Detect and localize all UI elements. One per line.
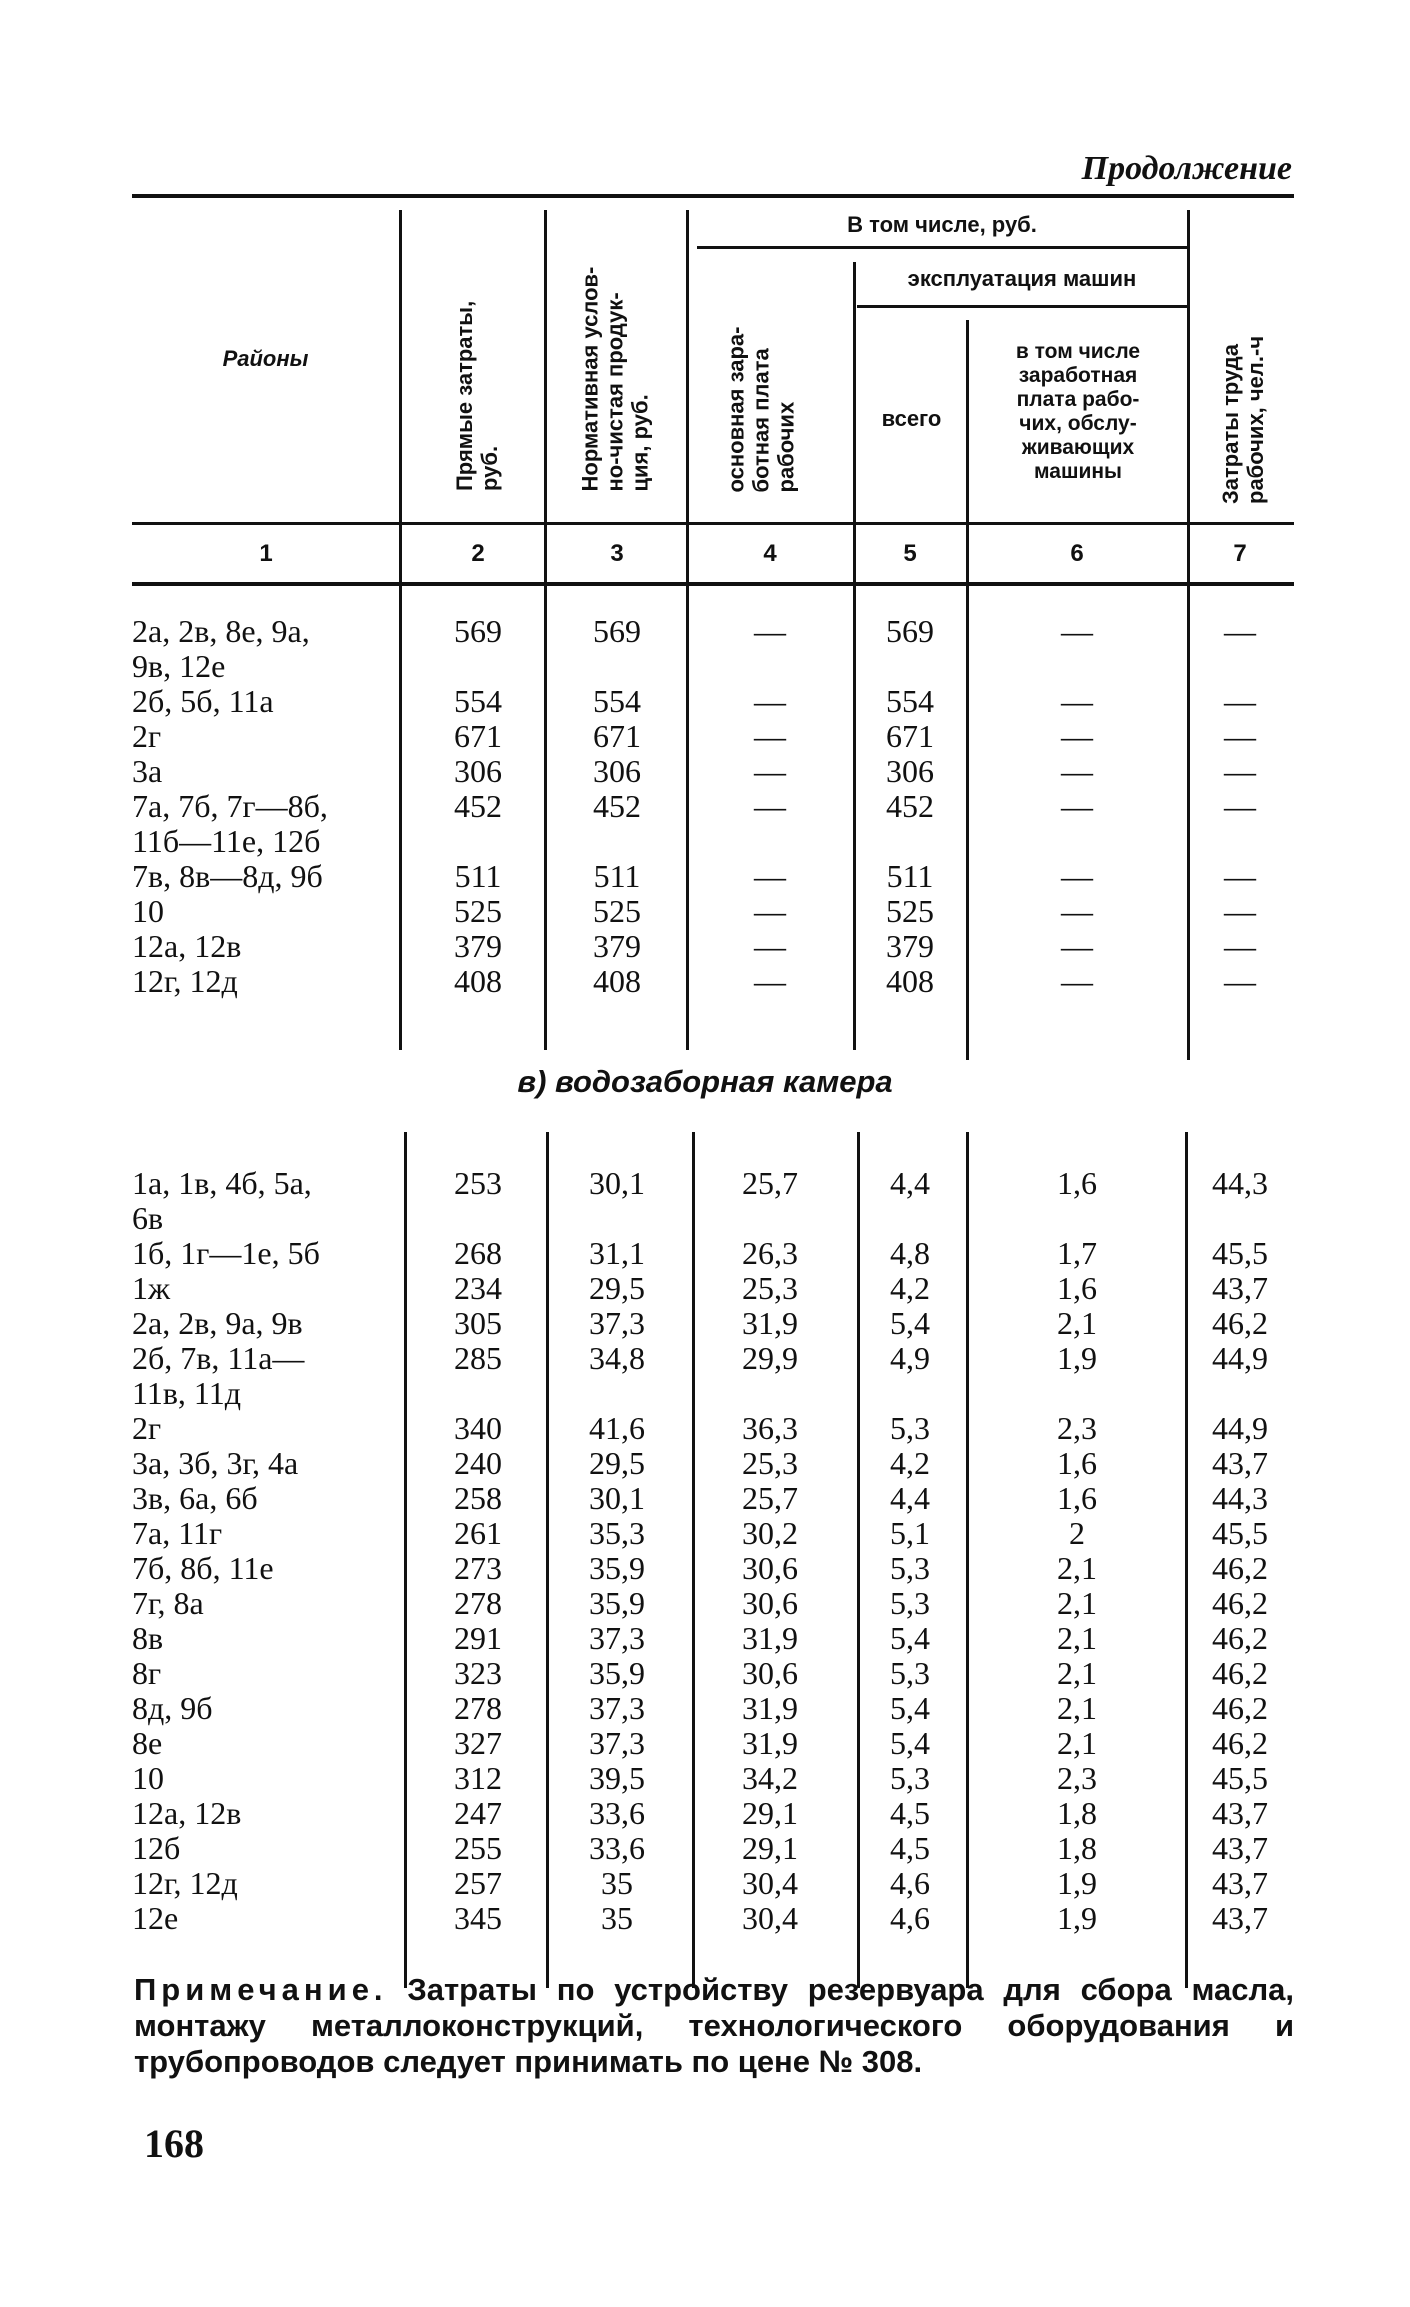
cell-col-3: 525 [593, 893, 641, 929]
cell-col-2: 273 [454, 1550, 502, 1586]
cell-col-2: 306 [454, 753, 502, 789]
cell-col-6: — [1061, 928, 1093, 964]
cell-col-4: — [754, 928, 786, 964]
cell-col-2: 671 [454, 718, 502, 754]
cell-col-5: 5,4 [890, 1690, 930, 1726]
continued-label: Продолжение [1081, 150, 1292, 187]
cell-col-2: 345 [454, 1900, 502, 1936]
cell-col-7: 45,5 [1212, 1515, 1268, 1551]
row-district: 2б, 7в, 11а— 11в, 11д [132, 1340, 305, 1411]
cell-col-2: 452 [454, 788, 502, 824]
cell-col-4: 25,3 [742, 1270, 798, 1306]
cell-col-6: — [1061, 788, 1093, 824]
cell-col-4: 31,9 [742, 1305, 798, 1341]
cell-col-3: 37,3 [589, 1690, 645, 1726]
cell-col-4: 26,3 [742, 1235, 798, 1271]
cell-col-5: 4,4 [890, 1480, 930, 1516]
cell-col-7: 44,3 [1212, 1165, 1268, 1201]
header-base-wage: основная зара- ботная плата рабочих [723, 326, 799, 493]
cell-col-6: 2,1 [1057, 1655, 1097, 1691]
cell-col-7: — [1224, 788, 1256, 824]
row-district: 3а [132, 753, 163, 789]
footnote-text: Затраты по устройству резервуара для сбора масла, монтажу металлоконструкций, технологического оборудования и трубопроводов следует принимать по цене № 308. [134, 1972, 1294, 2079]
row-district: 2г [132, 1410, 162, 1446]
cell-col-4: 30,4 [742, 1865, 798, 1901]
cell-col-3: 33,6 [589, 1795, 645, 1831]
cell-col-3: 41,6 [589, 1410, 645, 1446]
cell-col-7: 45,5 [1212, 1760, 1268, 1796]
cell-col-3: 35,9 [589, 1550, 645, 1586]
cell-col-7: 46,2 [1212, 1620, 1268, 1656]
row-district: 1ж [132, 1270, 171, 1306]
row-district: 8в [132, 1620, 164, 1656]
cell-col-4: 30,6 [742, 1655, 798, 1691]
header-total: всего [881, 406, 942, 431]
cell-col-2: 247 [454, 1795, 502, 1831]
cell-col-6: — [1061, 718, 1093, 754]
cell-col-2: 312 [454, 1760, 502, 1796]
cell-col-3: 37,3 [589, 1620, 645, 1656]
cell-col-2: 525 [454, 893, 502, 929]
cell-col-5: 4,6 [890, 1865, 930, 1901]
cell-col-2: 240 [454, 1445, 502, 1481]
cell-col-6: 1,6 [1057, 1445, 1097, 1481]
numbers-bottom-rule [132, 582, 1294, 586]
subhead-rule-including [697, 246, 1187, 249]
cell-col-5: 5,4 [890, 1305, 930, 1341]
cell-col-2: 234 [454, 1270, 502, 1306]
cell-col-6: — [1061, 893, 1093, 929]
cell-col-5: 5,1 [890, 1515, 930, 1551]
cell-col-3: 37,3 [589, 1725, 645, 1761]
footnote [134, 1972, 1294, 2080]
cell-col-7: 44,9 [1212, 1340, 1268, 1376]
cell-col-7: — [1224, 718, 1256, 754]
cell-col-3: 33,6 [589, 1830, 645, 1866]
cell-col-4: 31,9 [742, 1620, 798, 1656]
header-direct-costs: Прямые затраты, руб. [452, 300, 502, 491]
cell-col-6: 1,6 [1057, 1270, 1097, 1306]
cell-col-5: 4,5 [890, 1795, 930, 1831]
row-district: 8г [132, 1655, 162, 1691]
row-district: 12г, 12д [132, 963, 238, 999]
cell-col-2: 379 [454, 928, 502, 964]
cell-col-3: 30,1 [589, 1480, 645, 1516]
row-district: 8д, 9б [132, 1690, 213, 1726]
cell-col-3: 554 [593, 683, 641, 719]
row-district: 7а, 7б, 7г—8б, 11б—11е, 12б [132, 788, 328, 859]
cell-col-6: 2,3 [1057, 1760, 1097, 1796]
cell-col-6: 2,1 [1057, 1725, 1097, 1761]
cell-col-2: 257 [454, 1865, 502, 1901]
cell-col-6: 1,8 [1057, 1795, 1097, 1831]
row-district: 10 [132, 1760, 164, 1796]
cell-col-4: 30,6 [742, 1550, 798, 1586]
column-number-6: 6 [1070, 540, 1084, 567]
cell-col-4: — [754, 788, 786, 824]
cell-col-6: — [1061, 963, 1093, 999]
cell-col-3: 37,3 [589, 1305, 645, 1341]
cell-col-7: 45,5 [1212, 1235, 1268, 1271]
cell-col-6: 2,3 [1057, 1410, 1097, 1446]
header-including: В том числе, руб. [847, 212, 1037, 237]
cell-col-7: 46,2 [1212, 1725, 1268, 1761]
cell-col-4: 29,1 [742, 1830, 798, 1866]
row-district: 7в, 8в—8д, 9б [132, 858, 323, 894]
cell-col-2: 261 [454, 1515, 502, 1551]
cell-col-7: — [1224, 893, 1256, 929]
cell-col-6: 1,6 [1057, 1480, 1097, 1516]
cell-col-4: 25,7 [742, 1480, 798, 1516]
cell-col-7: — [1224, 963, 1256, 999]
cell-col-5: 5,3 [890, 1410, 930, 1446]
cell-col-7: 46,2 [1212, 1690, 1268, 1726]
cell-col-4: 36,3 [742, 1410, 798, 1446]
cell-col-5: 5,3 [890, 1655, 930, 1691]
cell-col-4: 30,4 [742, 1900, 798, 1936]
row-district: 8е [132, 1725, 163, 1761]
cell-col-7: 43,7 [1212, 1865, 1268, 1901]
cell-col-3: 30,1 [589, 1165, 645, 1201]
cell-col-3: 29,5 [589, 1270, 645, 1306]
cell-col-7: — [1224, 683, 1256, 719]
cell-col-2: 291 [454, 1620, 502, 1656]
column-number-7: 7 [1233, 540, 1247, 567]
cell-col-7: 46,2 [1212, 1550, 1268, 1586]
row-district: 2б, 5б, 11а [132, 683, 274, 719]
cell-col-7: — [1224, 858, 1256, 894]
cell-col-6: 2,1 [1057, 1585, 1097, 1621]
cell-col-2: 554 [454, 683, 502, 719]
cell-col-4: 34,2 [742, 1760, 798, 1796]
col-rule-1-b [404, 1132, 407, 1988]
cell-col-2: 408 [454, 963, 502, 999]
row-district: 12е [132, 1900, 179, 1936]
cell-col-2: 323 [454, 1655, 502, 1691]
cell-col-4: 29,1 [742, 1795, 798, 1831]
cell-col-4: 30,6 [742, 1585, 798, 1621]
cell-col-4: — [754, 683, 786, 719]
cell-col-6: — [1061, 683, 1093, 719]
cell-col-2: 255 [454, 1830, 502, 1866]
cell-col-3: 35,9 [589, 1655, 645, 1691]
cell-col-5: 554 [886, 683, 934, 719]
cell-col-6: 1,7 [1057, 1235, 1097, 1271]
row-district: 12а, 12в [132, 1795, 242, 1831]
col-rule-5-b [966, 1132, 969, 1988]
cell-col-4: 25,7 [742, 1165, 798, 1201]
cell-col-4: — [754, 893, 786, 929]
page-number: 168 [144, 2121, 204, 2166]
row-district: 7а, 11г [132, 1515, 223, 1551]
column-number-2: 2 [471, 540, 485, 567]
cell-col-7: 44,9 [1212, 1410, 1268, 1446]
cell-col-4: 29,9 [742, 1340, 798, 1376]
cell-col-3: 671 [593, 718, 641, 754]
cell-col-6: 1,9 [1057, 1340, 1097, 1376]
cell-col-5: 4,6 [890, 1900, 930, 1936]
cell-col-5: 5,3 [890, 1585, 930, 1621]
cell-col-7: 43,7 [1212, 1830, 1268, 1866]
column-number-1: 1 [259, 540, 273, 567]
cell-col-7: 46,2 [1212, 1305, 1268, 1341]
cell-col-3: 35 [601, 1900, 633, 1936]
cell-col-2: 278 [454, 1585, 502, 1621]
footnote-lead: Примечание. [134, 1972, 388, 2007]
cell-col-3: 452 [593, 788, 641, 824]
cell-col-6: 1,8 [1057, 1830, 1097, 1866]
cell-col-5: 408 [886, 963, 934, 999]
column-number-4: 4 [763, 540, 777, 567]
row-district: 10 [132, 893, 164, 929]
cell-col-5: 379 [886, 928, 934, 964]
cell-col-2: 511 [454, 858, 502, 894]
cell-col-6: 2,1 [1057, 1550, 1097, 1586]
cell-col-7: — [1224, 753, 1256, 789]
cell-col-7: — [1224, 613, 1256, 649]
header-incl-wage: в том числе заработная плата рабо- чих, обслу- живающих машины [1015, 340, 1141, 483]
cell-col-2: 569 [454, 613, 502, 649]
cell-col-3: 39,5 [589, 1760, 645, 1796]
cell-col-7: 46,2 [1212, 1655, 1268, 1691]
cell-col-7: 46,2 [1212, 1585, 1268, 1621]
cell-col-7: — [1224, 928, 1256, 964]
cell-col-2: 340 [454, 1410, 502, 1446]
header-normative-net: Нормативная услов- но-чистая продук- ция, руб. [577, 266, 653, 492]
cell-col-5: 4,2 [890, 1445, 930, 1481]
row-district: 2а, 2в, 9а, 9в [132, 1305, 303, 1341]
cell-col-3: 31,1 [589, 1235, 645, 1271]
cell-col-5: 671 [886, 718, 934, 754]
cell-col-4: 30,2 [742, 1515, 798, 1551]
cell-col-6: 2 [1069, 1515, 1085, 1551]
section-title: в) водозаборная камера [517, 1064, 893, 1099]
subhead-rule-machines [857, 305, 1187, 308]
row-district: 7б, 8б, 11е [132, 1550, 274, 1586]
row-district: 7г, 8а [132, 1585, 204, 1621]
row-district: 12б [132, 1830, 181, 1866]
cell-col-5: 4,8 [890, 1235, 930, 1271]
cell-col-6: 2,1 [1057, 1690, 1097, 1726]
cell-col-2: 268 [454, 1235, 502, 1271]
column-number-3: 3 [610, 540, 624, 567]
cell-col-3: 35,9 [589, 1585, 645, 1621]
header-districts: Районы [222, 346, 309, 371]
cell-col-5: 4,2 [890, 1270, 930, 1306]
row-district: 2а, 2в, 8е, 9а, 9в, 12е [132, 613, 310, 684]
cell-col-7: 43,7 [1212, 1900, 1268, 1936]
cell-col-5: 5,3 [890, 1760, 930, 1796]
cell-col-5: 306 [886, 753, 934, 789]
cell-col-6: — [1061, 753, 1093, 789]
cell-col-4: — [754, 613, 786, 649]
row-district: 3а, 3б, 3г, 4а [132, 1445, 299, 1481]
cell-col-4: 31,9 [742, 1690, 798, 1726]
cell-col-7: 43,7 [1212, 1795, 1268, 1831]
cell-col-5: 4,9 [890, 1340, 930, 1376]
cell-col-3: 408 [593, 963, 641, 999]
cell-col-3: 569 [593, 613, 641, 649]
cell-col-3: 35,3 [589, 1515, 645, 1551]
cell-col-5: 5,4 [890, 1725, 930, 1761]
cell-col-3: 379 [593, 928, 641, 964]
cell-col-5: 5,4 [890, 1620, 930, 1656]
cell-col-3: 306 [593, 753, 641, 789]
header-machine-operation: эксплуатация машин [907, 266, 1137, 291]
cell-col-7: 43,7 [1212, 1270, 1268, 1306]
cell-col-4: — [754, 718, 786, 754]
top-rule [132, 194, 1294, 198]
cell-col-3: 35 [601, 1865, 633, 1901]
cell-col-5: 525 [886, 893, 934, 929]
row-district: 12г, 12д [132, 1865, 238, 1901]
row-district: 3в, 6а, 6б [132, 1480, 258, 1516]
cell-col-5: 569 [886, 613, 934, 649]
header-bottom-rule [132, 522, 1294, 525]
cell-col-5: 511 [886, 858, 934, 894]
row-district: 2г [132, 718, 162, 754]
cell-col-2: 278 [454, 1690, 502, 1726]
cell-col-4: — [754, 753, 786, 789]
cell-col-4: — [754, 858, 786, 894]
row-district: 1а, 1в, 4б, 5а, 6в [132, 1165, 312, 1236]
cell-col-2: 305 [454, 1305, 502, 1341]
cell-col-6: 1,9 [1057, 1865, 1097, 1901]
cell-col-4: 31,9 [742, 1725, 798, 1761]
cell-col-5: 4,4 [890, 1165, 930, 1201]
column-number-5: 5 [903, 540, 917, 567]
cell-col-3: 29,5 [589, 1445, 645, 1481]
cell-col-6: 1,6 [1057, 1165, 1097, 1201]
cell-col-4: — [754, 963, 786, 999]
cell-col-2: 258 [454, 1480, 502, 1516]
cell-col-2: 327 [454, 1725, 502, 1761]
cell-col-2: 285 [454, 1340, 502, 1376]
cell-col-5: 5,3 [890, 1550, 930, 1586]
cell-col-4: 25,3 [742, 1445, 798, 1481]
cell-col-2: 253 [454, 1165, 502, 1201]
cell-col-3: 34,8 [589, 1340, 645, 1376]
cell-col-6: 1,9 [1057, 1900, 1097, 1936]
cell-col-6: — [1061, 858, 1093, 894]
cell-col-3: 511 [593, 858, 641, 894]
cell-col-6: 2,1 [1057, 1305, 1097, 1341]
cell-col-7: 44,3 [1212, 1480, 1268, 1516]
cell-col-7: 43,7 [1212, 1445, 1268, 1481]
header-labor: Затраты труда рабочих, чел.-ч [1218, 335, 1268, 504]
cell-col-6: 2,1 [1057, 1620, 1097, 1656]
cell-col-5: 4,5 [890, 1830, 930, 1866]
row-district: 12а, 12в [132, 928, 242, 964]
row-district: 1б, 1г—1е, 5б [132, 1235, 320, 1271]
cell-col-6: — [1061, 613, 1093, 649]
cell-col-5: 452 [886, 788, 934, 824]
